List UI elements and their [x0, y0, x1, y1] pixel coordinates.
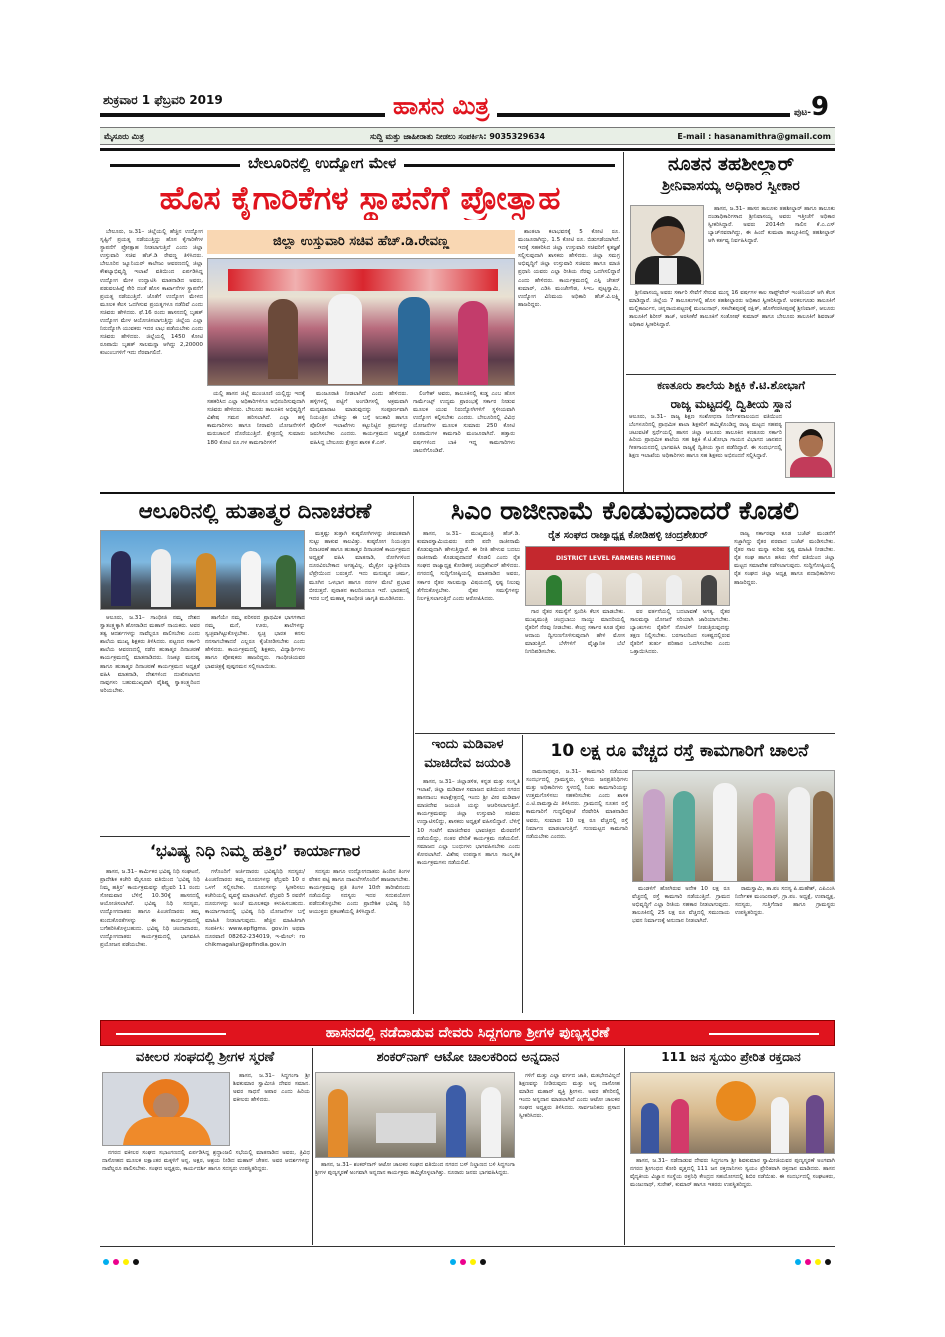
bottom3-body: ಹಾಸನ, ಜ.31– ನಡೆದಾಡುವ ದೇವರು ಸಿದ್ಧಗಂಗಾ ಶ್ರೀ ಶಿವಕುಮಾರ ಸ್ವಾಮೀಜಿಯವರ ಪುಣ್ಯಸ್ಮರಣೆ ಅಂಗವಾಗಿ ನಗರದ ಶ್ರೀಗಂಧದ ಕೋಠಿ ವೃತ್ತದಲ್ಲಿ 111 ಜನ ರಕ್ತದಾನಿಗಳು ಸ್ವಯಂ ಪ್ರೇರಿತರಾಗಿ ರಕ್ತದಾನ ಮಾಡಿದರು. ಹಾಸನ ವೈದ್ಯಕೀಯ ವಿಜ್ಞಾನ ಸಂಸ್ಥೆಯ ರಕ್ತನಿಧಿ ಕೇಂದ್ರದ ಸಹಯೋಗದಲ್ಲಿ ಶಿಬಿರ ನಡೆಯಿತು. ಈ ಸಂದರ್ಭದಲ್ಲಿ ಸಂಘಟಕರು, ಮಂಜುನಾಥ್, ಸುರೇಶ್, ಕುಮಾರ್ ಹಾಗೂ ಇತರರು ಉಪಸ್ಥಿತರಿದ್ದರು. — [630, 1158, 835, 1189]
madivala-body: ಹಾಸನ, ಜ.31– ಜಿಲ್ಲಾಡಳಿತ, ಕನ್ನಡ ಮತ್ತು ಸಂಸ್ಕೃತಿ ಇಲಾಖೆ, ಜಿಲ್ಲಾ ಮಡಿವಾಳ ಸಮಾಜದ ವತಿಯಿಂದ ನಗರದ ಹಾಸನಾಂಬ ಕಲಾಕ್ಷೇತ್ರದಲ್ಲಿ ಇಂದು ಶ್ರೀ ವೀರ ಮಡಿವಾಳ ಮಾಚಿದೇವ ಜಯಂತಿ ಯನ್ನು ಆಚರಿಸಲಾಗುತ್ತಿದೆ. ಕಾರ್ಯಕ್ರಮವನ್ನು ಜಿಲ್ಲಾ ಉಸ್ತುವಾರಿ ಸಚಿವರು ಉದ್ಘಾಟಿಸಲಿದ್ದು, ಶಾಸಕರು ಅಧ್ಯಕ್ಷತೆ ವಹಿಸಲಿದ್ದಾರೆ. ಬೆಳಿಗ್ಗೆ 10 ಗಂಟೆಗೆ ಮಾಚಿದೇವರ ಭಾವಚಿತ್ರದ ಮೆರವಣಿಗೆ ನಡೆಯಲಿದ್ದು, ನಂತರ ವೇದಿಕೆ ಕಾರ್ಯಕ್ರಮ ನಡೆಯಲಿದೆ. ಸಮಾಜದ ಎಲ್ಲಾ ಬಂಧುಗಳು ಭಾಗವಹಿಸಬೇಕು ಎಂದು ಕೋರಲಾಗಿದೆ. ವಿಶೇಷ ಉಪನ್ಯಾಸ ಹಾಗೂ ಸಾಂಸ್ಕೃತಿಕ ಕಾರ್ಯಕ್ರಮಗಳು ನಡೆಯಲಿವೆ. — [417, 779, 520, 866]
annadana-photo — [315, 1072, 515, 1158]
lead-col-2: ಯಲ್ಲಿ ಹಾಸನ ಜಿಲ್ಲೆ ಮುಂಚೂಣಿ ಯಲ್ಲಿದ್ದು ಇದಕ್ಕೆ ಸಹಕರಿಸಿದ ಎಲ್ಲಾ ಅಧಿಕಾರಿಗಳಿಗೂ ಅಭಿನಂದಿಸುವುದಾಗಿ ಸಚಿವರು ಹೇಳಿದರು. ಬೇಲೂರು ತಾಲೂಕಿನ ಅಭಿವೃದ್ಧಿಗೆ ವಿಶೇಷ ಗಮನ ಹರಿಸಲಾಗಿದೆ. ಎಲ್ಲಾ ಹಳ್ಳಿ ಕಾಮಗಾರಿಗಳು ಹಾಗೂ ನೀರಾವರಿ ಯೋಜನೆಗಳಿಗೆ ಮರುಚಾಲನೆ ದೊರೆಯುತ್ತಿದೆ. ಕ್ಷೇತ್ರದಲ್ಲಿ ಸುಮಾರು 180 ಕೋಟಿ ರೂ.ಗಳ ಕಾಮಗಾರಿಗಳಿಗೆ — [207, 391, 305, 446]
road-col-3: ರಾಮಸ್ವಾಮಿ, ತಾ.ಪಂ ಸದಸ್ಯ ಪಿ.ಮಹೇಶ್, ಎಪಿಎಂಸಿ ನಿರ್ದೇಶಕ ಮಂಜುನಾಥ್, ಗ್ರಾ.ಪಂ. ಅಧ್ಯಕ್ಷೆ, ಉಪಾಧ್ಯಕ್ಷ, ಸದಸ್ಯರು, ಗುತ್ತಿಗೆದಾರ ಹಾಗೂ ಗ್ರಾಮಸ್ಥರು ಉಪಸ್ಥಿತರಿದ್ದರು. — [735, 886, 835, 917]
divider — [413, 496, 414, 1014]
sidebar2-subheadline: ರಾಜ್ಯ ಮಟ್ಟದಲ್ಲಿ ದ್ವಿತೀಯ ಸ್ಥಾನ — [670, 397, 792, 411]
sister-paper: ಮೈಸೂರು ಮಿತ್ರ — [104, 132, 144, 141]
lead-col-5: ಶಾಂತಲಾ ಕಲಾಭವನಕ್ಕೆ 5 ಕೋಟಿ ರೂ. ಮಂಜೂರಾಗಿದ್ದು, 1.5 ಕೋಟಿ ರೂ. ಬಿಡುಗಡೆಯಾಗಿದೆ. ಇದಕ್ಕೆ ಸಹಕರಿಸಿದ ಜಿಲ್ಲಾ ಉಸ್ತುವಾರಿ ಸಚಿವರಿಗೆ ಕೃತಜ್ಞತೆ ಸಲ್ಲಿಸುವುದಾಗಿ ಶಾಸಕರು ಹೇಳಿದರು. ಜಿಲ್ಲಾ ಸಮಗ್ರ ಅಭಿವೃದ್ಧಿಗೆ ಜಿಲ್ಲಾ ಉಸ್ತುವಾರಿ ಸಚಿವರು ಹಾಗೂ ಮಾಜಿ ಪ್ರಧಾನಿ ಯವರು ಎಲ್ಲಾ ರೀತಿಯ ನೆರವು ಒದಗಿಸಲಿದ್ದಾರೆ ಎಂದು ಹೇಳಿದರು. ಕಾರ್ಯಕ್ರಮದಲ್ಲಿ ಎಸ್ಪಿ ಚೇತನ್ ಕುಮಾರ್, ಎಡಿಸಿ ಮಂಜೇಗೌಡ, ಸಿಇಒ ಪುಟ್ಟಸ್ವಾಮಿ, ಉದ್ಯೋಗ ವಿನಿಮಯ ಅಧಿಕಾರಿ ಹೆಚ್.ವಿ.ಲಕ್ಷ್ಮಿ ಹಾಜರಿದ್ದರು. — [518, 229, 620, 308]
email: E-mail : hasanamithra@gmail.com — [677, 132, 831, 141]
pf-headline: ‘ಭವಿಷ್ಯ ನಿಧಿ ನಿಮ್ಮ ಹತ್ತಿರ’ ಕಾರ್ಯಾಗಾರ — [149, 841, 361, 860]
aluru-col-3: ಮತ್ತಷ್ಟು ತುತ್ತಾಗಿ ಕುಷ್ಠರೋಗಿಗಳನ್ನು ಜೀವಂತವಾಗಿ ಸುಟ್ಟು ಹಾಕುವ ಕಾಲವಿತ್ತು. ಕುಷ್ಠರೋಗ ನಿಯಂತ್ರಣ ದಿನಾಚರಣೆ ಹಾಗೂ ಹುತಾತ್ಮರ ದಿನಾಚರಣೆ ಕಾರ್ಯಕ್ರಮದ ಅಧ್ಯಕ್ಷತೆ ವಹಿಸಿ ಮಾತನಾಡಿ, ರೋಗಿಗಳಿಂದ ದೂರವಿರಬೇಕಾದ ಅಗತ್ಯವಿಲ್ಲ. ಮೈಕ್ರೋ ಬ್ಯಾಕ್ಟೀರಿಯಾ ಲೆಪ್ರೇಯಿಂದ ಬರುತ್ತದೆ. ಇದು ಮನುಷ್ಯನ ಚರ್ಮ, ಮೂಗಿನ ಒಳಭಾಗ ಹಾಗೂ ನರಗಳ ಮೇಲೆ ಪ್ರಭಾವ ಬೀರುತ್ತದೆ. ಪುರಾತನ ಕಾಲದಿಂದಲೂ ಇದೆ. ಭಾರತದಲ್ಲಿ ಇದರ ಬಗ್ಗೆ ಮಹಾತ್ಮ ಗಾಂಧೀಜಿ ಜಾಗೃತಿ ಮೂಡಿಸಿದರು. — [309, 531, 410, 602]
bottom1-side: ಹಾಸನ, ಜ.31– ಸಿದ್ಧಗಂಗಾ ಶ್ರೀ ಶಿವಕುಮಾರ ಸ್ವಾಮೀಜಿ ದೇವರ ಸಮಾನ. ಅವರ ಸಾಧನೆ ಅಪಾರ ಎಂದು ಹಿರಿಯ ವಕೀಲರು ಹೇಳಿದರು. — [233, 1073, 310, 1104]
masthead-subbar — [100, 127, 835, 145]
cm-headline: ಸಿಎಂ ರಾಜೀನಾಮೆ ಕೊಡುವುದಾದರೆ ಕೊಡಲಿ — [451, 496, 799, 525]
madivala-subheadline: ಮಾಚಿದೇವ ಜಯಂತಿ — [424, 756, 511, 771]
road-headline: 10 ಲಕ್ಷ ರೂ ವೆಚ್ಚದ ರಸ್ತೆ ಕಾಮಗಾರಿಗೆ ಚಾಲನೆ — [550, 741, 809, 761]
registration-marks-center — [450, 1250, 490, 1269]
contact-line: ಸುದ್ದಿ ಮತ್ತು ಜಾಹೀರಾತು ನೀಡಲು ಸಂಪರ್ಕಿಸಿ: 9035329634 — [370, 132, 546, 141]
sidebar1-headline: ನೂತನ ತಹಶೀಲ್ದಾರ್ — [667, 153, 794, 175]
teacher-photo — [785, 422, 835, 478]
divider — [415, 733, 835, 734]
lead-col-3: ಮಂಜೂರಾತಿ ನೀಡಲಾಗಿದೆ ಎಂದು ಹೇಳಿದರು. ಹಳ್ಳಿಗಳಲ್ಲಿ ಪಟ್ಟಿಗೆ ಅಂಗಡಿಗಳಲ್ಲಿ ಅಕ್ರಮವಾಗಿ ಮದ್ಯಮಾರಾಟ ಮಾಡುವುದನ್ನು ಸಂಪೂರ್ಣವಾಗಿ ನಿಯಂತ್ರಿಸ ಬೇಕಿದ್ದು ಈ ಬಗ್ಗೆ ಅಬಕಾರಿ ಹಾಗೂ ಪೊಲೀಸ್ ಇಲಾಖೆಗಳು ಕಟ್ಟುನಿಟ್ಟಿನ ಕ್ರಮಗಳನ್ನು ಜರುಗಿಸಬೇಕು ಎಂದರು. ಕಾರ್ಯಕ್ರಮದ ಅಧ್ಯಕ್ಷತೆ ವಹಿಸಿದ್ದ ಬೇಲೂರು ಕ್ಷೇತ್ರದ ಶಾಸಕ ಕೆ.ಎಸ್. — [310, 391, 408, 446]
divider — [626, 374, 836, 375]
madivala-headline: ಇಂದು ಮಡಿವಾಳ — [431, 737, 504, 752]
registration-marks-right — [795, 1250, 835, 1269]
lead-kicker: ಬೇಲೂರಿನಲ್ಲಿ ಉದ್ಯೋಗ ಮೇಳ — [240, 154, 404, 172]
tahsildar-photo — [630, 205, 704, 285]
lead-photo — [207, 258, 515, 386]
bottom1-body: ನಗರದ ವಕೀಲರ ಸಂಘದ ಸಭಾಂಗಣದಲ್ಲಿ ಏರ್ಪಡಿಸಿದ್ದ ಶ್ರದ್ಧಾಂಜಲಿ ಸಭೆಯಲ್ಲಿ ಮಾತನಾಡಿದ ಅವರು, ತ್ರಿವಿಧ ದಾಸೋಹದ ಮೂಲಕ ಲಕ್ಷಾಂತರ ಮಕ್ಕಳಿಗೆ ಅನ್ನ, ಅಕ್ಷರ, ಆಶ್ರಯ ನೀಡಿದ ಮಹಾನ್ ಚೇತನ. ಅವರ ಆದರ್ಶಗಳನ್ನು ನಾವೆಲ್ಲರೂ ಪಾಲಿಸಬೇಕು. ಸಂಘದ ಅಧ್ಯಕ್ಷರು, ಕಾರ್ಯದರ್ಶಿ ಹಾಗೂ ಸದಸ್ಯರು ಉಪಸ್ಥಿತರಿದ್ದರು. — [102, 1150, 310, 1173]
swamiji-photo — [102, 1072, 230, 1146]
registration-marks-left — [103, 1250, 143, 1269]
sidebar2-article — [629, 414, 835, 491]
pf-col-1: ಹಾಸನ, ಜ.31– ಕಾರ್ಮಿಕರ ಭವಿಷ್ಯ ನಿಧಿ ಸಂಘಟನೆ, ಪ್ರಾದೇಶಿಕ ಕಚೇರಿ ಮೈಸೂರು ವತಿಯಿಂದ ‘ಭವಿಷ್ಯ ನಿಧಿ ನಿಮ್ಮ ಹತ್ತಿರ’ ಕಾರ್ಯಕ್ರಮವನ್ನು ಫೆಬ್ರವರಿ 11 ರಂದು ಸೋಮವಾರ ಬೆಳಿಗ್ಗೆ 10.30ಕ್ಕೆ ಹಾಸನದಲ್ಲಿ ಆಯೋಜಿಸಲಾಗಿದೆ. ಭವಿಷ್ಯ ನಿಧಿ ಸದಸ್ಯರು, ಉದ್ಯೋಗದಾತರು ಹಾಗೂ ಪಿಂಚಣಿದಾರರು ತಮ್ಮ ಕುಂದುಕೊರತೆಗಳನ್ನು ಈ ಕಾರ್ಯಕ್ರಮದಲ್ಲಿ ಬಗೆಹರಿಸಿಕೊಳ್ಳಬಹುದು. ಭವಿಷ್ಯ ನಿಧಿ ಚಂದಾದಾರರು, ಉದ್ಯೋಗದಾತರು ಕಾರ್ಯಕ್ರಮದಲ್ಲಿ ಭಾಗವಹಿಸಿ ಪ್ರಯೋಜನ ಪಡೆಯಬೇಕು. — [100, 869, 200, 948]
pf-col-2: ಗಳೊಂದಿಗೆ ಅರ್ಜಿದಾರರು ಭವಿಷ್ಯನಿಧಿ ಸದಸ್ಯರು/ ಪಿಂಚಣಿದಾರರು ತಮ್ಮ ದೂರುಗಳನ್ನು ಫೆಬ್ರವರಿ 10 ರ ಒಳಗೆ ಸಲ್ಲಿಸಬೇಕು. ದೂರುಗಳನ್ನು ಸ್ವೀಕರಿಸಲು ಕಚೇರಿಯಲ್ಲಿ ವ್ಯವಸ್ಥೆ ಮಾಡಲಾಗಿದೆ. ಫೆಬ್ರವರಿ 5 ರವರೆಗೆ ದೂರುಗಳನ್ನು ಅಂಚೆ ಮೂಲಕವೂ ಕಳುಹಿಸಬಹುದು. ಕಾರ್ಯಾಗಾರದಲ್ಲಿ ಭವಿಷ್ಯ ನಿಧಿ ಯೋಜನೆಗಳ ಬಗ್ಗೆ ಮಾಹಿತಿ ನೀಡಲಾಗುವುದು. ಹೆಚ್ಚಿನ ಮಾಹಿತಿಗಾಗಿ ಸಂಪರ್ಕಿಸಿ: www.epfigms. gov.in ಅಥವಾ ದೂರವಾಣಿ 08262-234019, ಇ-ಮೇಲ್: ro chikmagalur@epfindia.gov.in — [205, 869, 305, 948]
bottom2-side: ಗಳಿಗೆ ಮತ್ತು ಎಲ್ಲಾ ವರ್ಗದ ಜಾತಿ, ಮತಭೇದವಿಲ್ಲದೆ ಶಿಕ್ಷಣವನ್ನು ನೀಡಿರುವುದು ಮತ್ತು ಅನ್ನ ದಾಸೋಹ ಮಾಡಿದ ಮಹಾನ್ ವ್ಯಕ್ತಿ ಶ್ರೀಗಳು. ಅವರ ಹೆಸರಿನಲ್ಲಿ ಇಂದು ಅನ್ನದಾನ ಮಾಡಲಾಗಿದೆ ಎಂದು ಆಟೋ ಚಾಲಕರ ಸಂಘದ ಅಧ್ಯಕ್ಷರು ತಿಳಿಸಿದರು. ಸಾರ್ವಜನಿಕರು ಪ್ರಸಾದ ಸ್ವೀಕರಿಸಿದರು. — [519, 1073, 620, 1120]
aluru-col-1: ಆಲೂರು, ಜ.31– ಗಾಂಧೀಜಿ ನಮ್ಮ ದೇಶದ ಸ್ವಾತಂತ್ರ್ಯಕ್ಕಾಗಿ ಹೋರಾಡಿದ ಮಹಾನ್ ನಾಯಕರು. ಅವರ ತತ್ವ ಆದರ್ಶಗಳನ್ನು ನಾವೆಲ್ಲರೂ ಪಾಲಿಸಬೇಕು ಎಂದು ಶಾಲೆಯ ಮುಖ್ಯ ಶಿಕ್ಷಕರು ತಿಳಿಸಿದರು. ಪಟ್ಟಣದ ಸರ್ಕಾರಿ ಶಾಲೆಯ ಆವರಣದಲ್ಲಿ ನಡೆದ ಹುತಾತ್ಮರ ದಿನಾಚರಣೆ ಕಾರ್ಯಕ್ರಮದಲ್ಲಿ ಮಾತನಾಡಿದರು. ನಿಜಕ್ಕೂ ಮನುಷ್ಯ ಹಾಗೂ ಹುತಾತ್ಮರ ದಿನಾಚರಣೆ ಕಾರ್ಯಕ್ರಮದ ಅಧ್ಯಕ್ಷತೆ ವಹಿಸಿ ಮಾತನಾಡಿ, ದೇಶಗಳಿಂದ ದುಃಖಿಸಲಾಗದ ನಾವುಗಳು ಬಹುಮುಖ್ಯವಾಗಿ ವೈಶಿಷ್ಟ್ಯ ಸ್ವಾತಂತ್ರ್ಯದಿಂದ ಅರಿಯಬೇಕು. — [100, 615, 200, 694]
sidebar1-body-bottom: ಶ್ರೀನಿವಾಸಯ್ಯ ಅವರು ಸರ್ಕಾರಿ ಸೇವೆಗೆ ಸೇರುವ ಮುನ್ನ 16 ವರ್ಷಗಳ ಕಾಲ ಸಾಫ್ಟ್‌ವೇರ್ ಇಂಜಿನಿಯರ್ ಆಗಿ ಕೆಲಸ ಮಾಡಿದ್ದಾರೆ. ಜಿಲ್ಲೆಯ 7 ತಾಲೂಕುಗಳಲ್ಲಿ ಹೊಸ ತಹಶೀಲ್ದಾರರು ಅಧಿಕಾರ ಸ್ವೀಕರಿಸಿದ್ದಾರೆ. ಅರಕಲಗೂಡು ತಾಲೂಕಿಗೆ ಮಲ್ಲಿಕಾರ್ಜುನ, ಚನ್ನರಾಯಪಟ್ಟಣಕ್ಕೆ ಮಂಜುನಾಥ್, ಸಕಲೇಶಪುರಕ್ಕೆ ರಕ್ಷಿತ್, ಹೊಳೆನರಸೀಪುರಕ್ಕೆ ಶ್ರೀನಿವಾಸ್, ಆಲೂರು ತಾಲೂಕಿಗೆ ಶಿರೀನ್ ತಾಜ್, ಅರಸೀಕೆರೆ ತಾಲೂಕಿಗೆ ಸಂತೋಷ್ ಕುಮಾರ್ ಹಾಗೂ ಬೇಲೂರು ತಾಲೂಕಿಗೆ ಶಿವರಾಜ್ ಅಧಿಕಾರ ಸ್ವೀಕರಿಸಿದ್ದಾರೆ. — [629, 290, 835, 329]
sidebar1-subheadline: ಶ್ರೀನಿವಾಸಯ್ಯ ಅಧಿಕಾರ ಸ್ವೀಕಾರ — [662, 178, 800, 194]
pf-col-3: ಸದಸ್ಯರು ಹಾಗೂ ಉದ್ಯೋಗದಾತರು ಹಿಂದಿನ ತಿಂಗಳ ವೇತನ ಪಟ್ಟಿ ಹಾಗೂ ದಾಖಲೆಗಳೊಂದಿಗೆ ಹಾಜರಾಗಬೇಕು. ಕಾರ್ಯಕ್ರಮವು ಪ್ರತಿ ತಿಂಗಳ 10ನೇ ತಾರೀಖಿನಂದು ನಡೆಯಲಿದ್ದು ಸದಸ್ಯರು ಇದರ ಸದುಪಯೋಗ ಪಡೆದುಕೊಳ್ಳಬೇಕು ಎಂದು ಪ್ರಾದೇಶಿಕ ಭವಿಷ್ಯ ನಿಧಿ ಆಯುಕ್ತರು ಪ್ರಕಟಣೆಯಲ್ಲಿ ತಿಳಿಸಿದ್ದಾರೆ. — [309, 869, 410, 916]
cm-photo-banner: DISTRICT LEVEL FARMERS MEETING — [556, 555, 676, 562]
cm-subhead: ರೈತ ಸಂಘದ ರಾಜ್ಯಾಧ್ಯಕ್ಷ ಕೋಡಿಹಳ್ಳಿ ಚಂದ್ರಶೇಖರ್ — [548, 530, 708, 541]
masthead-date: ಶುಕ್ರವಾರ 1 ಫೆಬ್ರವರಿ 2019 — [103, 93, 223, 107]
divider — [312, 1048, 313, 1245]
divider — [100, 836, 410, 837]
cm-photo — [525, 546, 730, 606]
cm-col-1: ಹಾಸನ, ಜ.31– ಮುಖ್ಯಮಂತ್ರಿ ಹೆಚ್.ಡಿ. ಕುಮಾರಸ್ವಾಮಿಯವರು ಪದೇ ಪದೇ ರಾಜೀನಾಮೆ ಕೊಡುವುದಾಗಿ ಹೇಳುತ್ತಿದ್ದಾರೆ. ಈ ರೀತಿ ಹೇಳುವ ಬದಲು ರಾಜೀನಾಮೆ ಕೊಡುವುದಾದರೆ ಕೊಡಲಿ ಎಂದು ರೈತ ಸಂಘದ ರಾಜ್ಯಾಧ್ಯಕ್ಷ ಕೋಡಿಹಳ್ಳಿ ಚಂದ್ರಶೇಖರ್ ಹೇಳಿದರು. ನಗರದಲ್ಲಿ ಸುದ್ದಿಗೋಷ್ಠಿಯಲ್ಲಿ ಮಾತನಾಡಿದ ಅವರು, ಸರ್ಕಾರ ರೈತರ ಸಾಲಮನ್ನಾ ವಿಷಯದಲ್ಲಿ ಸ್ಪಷ್ಟ ನಿಲುವು ತೆಗೆದುಕೊಳ್ಳಬೇಕು. ರೈತರ ಸಮಸ್ಯೆಗಳನ್ನು ನಿರ್ಲಕ್ಷಿಸಲಾಗುತ್ತಿದೆ ಎಂದು ಆರೋಪಿಸಿದರು. — [417, 531, 520, 602]
lead-col-1: ಬೇಲೂರು, ಜ.31– ಜಿಲ್ಲೆಯಲ್ಲಿ ಹೆಚ್ಚಿನ ಉದ್ಯೋಗ ಸೃಷ್ಟಿಗೆ ಪ್ರಯತ್ನ ನಡೆಯುತ್ತಿದ್ದು ಹೊಸ ಕೈಗಾರಿಕೆಗಳ ಸ್ಥಾಪನೆಗೆ ಪ್ರೋತ್ಸಾಹ ನೀಡಲಾಗುತ್ತಿದೆ ಎಂದು ಜಿಲ್ಲಾ ಉಸ್ತುವಾರಿ ಸಚಿವ ಹೆಚ್.ಡಿ ರೇವಣ್ಣ ತಿಳಿಸಿದರು. ಬೇಲೂರಿನ ಜ್ಯೂನಿಯರ್ ಕಾಲೇಜು ಆವರಣದಲ್ಲಿ ಜಿಲ್ಲಾ ಕೌಶಲ್ಯಾಭಿವೃದ್ಧಿ ಇಲಾಖೆ ವತಿಯಿಂದ ಏರ್ಪಡಿಸಿದ್ದ ಉದ್ಯೋಗ ಮೇಳ ಉದ್ಘಾಟಿಸಿ ಮಾತನಾಡಿದ ಅವರು, ಪಡುವಲಹಿಪ್ಪೆ ಸೇರಿ ದಂತೆ ಹೊಸ ಕಾರ್ಖಾನೆಗಳ ಸ್ಥಾಪನೆಗೆ ಪ್ರಯತ್ನ ನಡೆಯುತ್ತಿದೆ. ಜೊತೆಗೆ ಉದ್ಯೋಗ ಮೇಳದ ಮೂಲಕ ಕೆಲಸ ಒದಗಿಸುವ ಪ್ರಯತ್ನಗಳೂ ನಡೆದಿವೆ ಎಂದು ಸಚಿವರು ಹೇಳಿದರು. ಫೆ.16 ರಂದು ಹಾಸನದಲ್ಲಿ ಬೃಹತ್ ಉದ್ಯೋಗ ಮೇಳ ಆಯೋಜಿಸಲಾಗುತ್ತಿದ್ದು ಜಿಲ್ಲೆಯ ಎಲ್ಲಾ ನಿರುದ್ಯೋಗಿ ಯುವಕರು ಇದರ ಲಾಭ ಪಡೆಯಬೇಕು ಎಂದು ಸಚಿವರು ಹೇಳಿದರು. ಜಿಲ್ಲೆಯಲ್ಲಿ 1450 ಕೋಟಿ ರೂಪಾಯಿ ಬೃಹತ್ ಸಾಲಮನ್ನಾ ಆಗಿದ್ದು 2,20000 ಕುಟುಂಬಗಳಿಗೆ ಇದು ನೆರವಾಗಲಿದೆ. — [100, 229, 203, 357]
road-photo — [632, 770, 835, 882]
cm-col-2: ಗಾರ ರೈತರ ಸಮಸ್ಯೆಗೆ ಸ್ಪಂದಿಸಿ ಕೆಲಸ ಮಾಡಬೇಕು. ಮುಖ್ಯಮಂತ್ರಿ ಚಂದ್ರಬಾಬು ನಾಯ್ಡು ಮಾದರಿಯಲ್ಲಿ ರೈತರಿಗೆ ನೆರವು ನೀಡಬೇಕು. ಕೇಂದ್ರ ಸರ್ಕಾರ ಕೂಡ ರೈತರ ಆದಾಯ ದ್ವಿಗುಣಗೊಳಿಸುವುದಾಗಿ ಹೇಳಿ ಮೋಸ ಮಾಡುತ್ತಿದೆ. ಬೆಳೆಗಳಿಗೆ ವೈಜ್ಞಾನಿಕ ಬೆಲೆ ನಿಗದಿಪಡಿಸಬೇಕು. — [525, 609, 625, 656]
masthead-rule-bottom — [100, 148, 835, 151]
aluru-photo — [100, 530, 305, 610]
divider — [623, 152, 624, 492]
masthead-title: ಹಾಸನ ಮಿತ್ರ — [385, 92, 497, 120]
cm-col-4: ರಾಜ್ಯ ಸರ್ಕಾರವೂ ಕೂಡ ಬಜೆಟ್ ಮಂಡನೆಗೆ ಸಜ್ಜಾಗಿದ್ದು ರೈತರ ಪರವಾದ ಬಜೆಟ್ ಮಂಡಿಸಬೇಕು. ರೈತರ ಸಾಲ ಮನ್ನಾ ಕುರಿತು ಸ್ಪಷ್ಟ ಮಾಹಿತಿ ನೀಡಬೇಕು. ರೈತ ಸಂಘ ಹಾಗೂ ಹಸಿರು ಸೇನೆ ವತಿಯಿಂದ ಜಿಲ್ಲಾ ಮಟ್ಟದ ಸಮಾವೇಶ ನಡೆಸಲಾಗುವುದು. ಸುದ್ದಿಗೋಷ್ಠಿಯಲ್ಲಿ ರೈತ ಸಂಘದ ಜಿಲ್ಲಾ ಅಧ್ಯಕ್ಷ ಹಾಗೂ ಪದಾಧಿಕಾರಿಗಳು ಹಾಜರಿದ್ದರು. — [734, 531, 835, 586]
bottom3-headline: 111 ಜನ ಸ್ವಯಂ ಪ್ರೇರಿತ ರಕ್ತದಾನ — [661, 1050, 801, 1064]
sidebar2-headline: ಕಣತೂರು ಶಾಲೆಯ ಶಿಕ್ಷಕಿ ಕೆ.ಟಿ.ಶೋಭಾಗೆ — [657, 379, 805, 392]
lead-col-4: ಲಿಂಗೇಶ್ ಅವರು, ತಾಲೂಕಿನಲ್ಲಿ ಕುಡ್ಡ ಎಂಬ ಹೊಸ ಗಾರ್ಮೆಂಟ್ಸ್ ಉದ್ಯಮ ಪ್ರಾರಂಭಕ್ಕೆ ಸರ್ಕಾರ ನೀಡುವ ಮೂಲಕ ಯುವ ನಿರುದ್ಯೋಗಿಗಳಿಗೆ ಸ್ಥಳೀಯವಾಗಿ ಉದ್ಯೋಗ ಕಲ್ಪಿಸಬೇಕು ಎಂದರು. ಬೇಲೂರಿನಲ್ಲಿ ವಿವಿಧ ಯೋಜನೆಗಳ ಮೂಲಕ ಸುಮಾರು 250 ಕೋಟಿ ರೂಪಾಯಿಗಳ ಕಾಮಗಾರಿ ಮಂಜೂರಾಗಿದೆ. ಹತ್ತಾರು ವರ್ಷಗಳಿಂದ ಬಾಕಿ ಇದ್ದ ಕಾಮಗಾರಿಗಳು ಚಾಲನೆಗೊಂಡಿವೆ. — [413, 391, 515, 454]
bottom-rule — [100, 1246, 835, 1247]
page-label: ಪುಟ- — [794, 108, 811, 118]
tribute-banner-text: ಹಾಸನದಲ್ಲಿ ನಡೆದಾಡುವ ದೇವರು ಸಿದ್ಧಗಂಗಾ ಶ್ರೀಗಳ ಪುಣ್ಯಸ್ಮರಣೆ — [325, 1025, 610, 1041]
lead-headline: ಹೊಸ ಕೈಗಾರಿಕೆಗಳ ಸ್ಥಾಪನೆಗೆ ಪ್ರೋತ್ಸಾಹ — [159, 179, 561, 217]
bottom2-headline: ಶಂಕರ್‌ನಾಗ್ ಆಟೋ ಚಾಲಕರಿಂದ ಅನ್ನದಾನ — [376, 1050, 560, 1065]
sidebar2-body: ಆಲೂರು, ಜ.31– ರಾಜ್ಯ ಶಿಕ್ಷಣ ಸಂಶೋಧನಾ ನಿರ್ದೇಶನಾಲಯದ ವತಿಯಿಂದ ಬೆಂಗಳೂರಿನಲ್ಲಿ ಪ್ರಾಥಮಿಕ ಶಾಲಾ ಶಿಕ್ಷಕರಿಗೆ ಹಮ್ಮಿಕೊಂಡಿದ್ದ ರಾಜ್ಯ ಮಟ್ಟದ ಸಹಪಠ್ಯ ಚಟುವಟಿಕೆ ಸ್ಪರ್ಧೆಯಲ್ಲಿ ಹಾಸನ ಜಿಲ್ಲಾ ಆಲೂರು ತಾಲೂಕಿನ ಕಣತೂರು ಸರ್ಕಾರಿ ಹಿರಿಯ ಪ್ರಾಥಮಿಕ ಶಾಲೆಯ ಸಹ ಶಿಕ್ಷಕಿ ಕೆ.ಟಿ.ಶೋಭಾ ಗಾಯನ ವಿಭಾಗದ ಜಾನಪದ ಗೀತಗಾಯನದಲ್ಲಿ ಭಾಗವಹಿಸಿ ರಾಜ್ಯಕ್ಕೆ ದ್ವಿತೀಯ ಸ್ಥಾನ ಪಡೆದಿದ್ದಾರೆ. ಈ ಸಂದರ್ಭದಲ್ಲಿ ಶಿಕ್ಷಣ ಇಲಾಖೆಯ ಅಧಿಕಾರಿಗಳು ಹಾಗೂ ಸಹ ಶಿಕ್ಷಕರು ಅಭಿನಂದನೆ ಸಲ್ಲಿಸಿದ್ದಾರೆ. — [629, 414, 782, 459]
lead-subhead: ಜಿಲ್ಲಾ ಉಸ್ತುವಾರಿ ಸಚಿವ ಹೆಚ್.ಡಿ.ರೇವಣ್ಣ — [272, 234, 450, 249]
bottom1-headline: ವಕೀಲರ ಸಂಘದಲ್ಲಿ ಶ್ರೀಗಳ ಸ್ಮರಣೆ — [135, 1050, 275, 1065]
section-rule — [100, 492, 835, 494]
page-number-value: 9 — [810, 92, 830, 122]
road-col-2: ಮಂಡಳಿಗೆ ಹೋಗಿರುವ ಅನೇಕ 10 ಲಕ್ಷ ರೂ ವೆಚ್ಚದಲ್ಲಿ ರಸ್ತೆ ಕಾಮಗಾರಿ ನಡೆಯುತ್ತಿದೆ. ಗ್ರಾಮದ ಅಭಿವೃದ್ಧಿಗೆ ಎಲ್ಲಾ ರೀತಿಯ ಸಹಕಾರ ನೀಡಲಾಗುವುದು. ತಾಲೂಕಿನಲ್ಲಿ 25 ಲಕ್ಷ ರೂ ವೆಚ್ಚದಲ್ಲಿ ಸಮುದಾಯ ಭವನ ನಿರ್ಮಾಣಕ್ಕೆ ಅನುದಾನ ನೀಡಲಾಗಿದೆ. — [632, 886, 730, 925]
blood-donation-photo — [630, 1072, 835, 1154]
bottom2-body: ಹಾಸನ, ಜ.31– ಶಂಕರ್‌ನಾಗ್ ಆಟೋ ಚಾಲಕರ ಸಂಘದ ವತಿಯಿಂದ ನಗರದ ಬಸ್ ನಿಲ್ದಾಣದ ಬಳಿ ಸಿದ್ಧಗಂಗಾ ಶ್ರೀಗಳ ಪುಣ್ಯಸ್ಮರಣೆ ಅಂಗವಾಗಿ ಅನ್ನದಾನ ಕಾರ್ಯಕ್ರಮ ಹಮ್ಮಿಕೊಳ್ಳಲಾಗಿತ್ತು. ನೂರಾರು ಜನರು ಭಾಗವಹಿಸಿದ್ದರು. — [315, 1162, 515, 1177]
page-number — [790, 92, 829, 122]
divider — [522, 735, 523, 1013]
aluru-col-2: ಹಾಗೆಯೇ ನಮ್ಮ ಪರಿಸರದ ಪ್ರಾಥಮಿಕ ಭಾಗಗಳಾದ ನಮ್ಮ ಮನೆ, ಊರು, ಶಾಲೆಗಳನ್ನು ಸ್ವಚ್ಛವಾಗಿಟ್ಟುಕೊಳ್ಳಬೇಕು. ಸ್ವಚ್ಛ ಭಾರತ ಕನಸು ನನಸಾಗಬೇಕಾದರೆ ಎಲ್ಲರೂ ಕೈಜೋಡಿಸಬೇಕು ಎಂದು ಹೇಳಿದರು. ಕಾರ್ಯಕ್ರಮದಲ್ಲಿ ಶಿಕ್ಷಕರು, ವಿದ್ಯಾರ್ಥಿಗಳು ಹಾಗೂ ಪೋಷಕರು ಹಾಜರಿದ್ದರು. ಗಾಂಧೀಜಿಯವರ ಭಾವಚಿತ್ರಕ್ಕೆ ಪುಷ್ಪನಮನ ಸಲ್ಲಿಸಲಾಯಿತು. — [205, 615, 305, 670]
tribute-banner — [100, 1020, 835, 1046]
aluru-headline: ಆಲೂರಿನಲ್ಲಿ ಹುತಾತ್ಮರ ದಿನಾಚರಣೆ — [138, 499, 372, 523]
divider — [624, 1048, 625, 1245]
sidebar1-body-top: ಹಾಸನ, ಜ.31– ಹಾಸನ ತಾಲೂಕು ತಹಶೀಲ್ದಾರ್ ಹಾಗೂ ತಾಲೂಕು ದಂಡಾಧಿಕಾರಿಗಳಾದ ಶ್ರೀನಿವಾಸಯ್ಯ ಅವರು ಇತ್ತೀಚೆಗೆ ಅಧಿಕಾರ ಸ್ವೀಕರಿಸಿದ್ದಾರೆ. ಅವರು 2014ನೇ ಸಾಲಿನ ಕೆ.ಎ.ಎಸ್ ಬ್ಯಾಚ್‌ನವರಾಗಿದ್ದು, ಈ ಹಿಂದೆ ಕುಮಟಾ ತಾಲ್ಲೂಕಿನಲ್ಲಿ ತಹಶೀಲ್ದಾರ್ ಆಗಿ ಕರ್ತವ್ಯ ನಿರ್ವಹಿಸಿದ್ದಾರೆ. — [708, 206, 835, 245]
cm-col-3: ವರ ವರ್ತನೆಯಲ್ಲಿ ಬದಲಾವಣೆ ಅಗತ್ಯ. ರೈತರ ಸಾಲಮನ್ನಾ ಯೋಜನೆ ಸರಿಯಾಗಿ ಜಾರಿಯಾಗಬೇಕು. ಬ್ಯಾಂಕುಗಳು ರೈತರಿಗೆ ನೋಟಿಸ್ ನೀಡುತ್ತಿರುವುದನ್ನು ತಕ್ಷಣ ನಿಲ್ಲಿಸಬೇಕು. ಬರಗಾಲದಿಂದ ಸಂಕಷ್ಟದಲ್ಲಿರುವ ರೈತರಿಗೆ ತುರ್ತು ಪರಿಹಾರ ಒದಗಿಸಬೇಕು ಎಂದು ಒತ್ತಾಯಿಸಿದರು. — [630, 609, 730, 656]
road-col-1: ರಾಮನಾಥಪುರ, ಜ.31– ಕಾಮಗಾರಿ ನಡೆಯುವ ಸಂದರ್ಭದಲ್ಲಿ ಗ್ರಾಮಸ್ಥರು, ಸ್ಥಳೀಯ ಜನಪ್ರತಿನಿಧಿಗಳು ಮತ್ತು ಅಧಿಕಾರಿಗಳು ಸ್ಥಳದಲ್ಲಿ ನಿಂತು ಕಾಮಗಾರಿಯನ್ನು ಉತ್ತಮಗೊಳಿಸಲು ಸಹಕರಿಸಬೇಕು ಎಂದು ಶಾಸಕ ಎ.ಟಿ.ರಾಮಸ್ವಾಮಿ ತಿಳಿಸಿದರು. ಗ್ರಾಮದಲ್ಲಿ ನೂತನ ರಸ್ತೆ ಕಾಮಗಾರಿಗೆ ಗುದ್ದಲಿಪೂಜೆ ನೆರವೇರಿಸಿ ಮಾತನಾಡಿದ ಅವರು, ಸುಮಾರು 10 ಲಕ್ಷ ರೂ ವೆಚ್ಚದಲ್ಲಿ ರಸ್ತೆ ನಿರ್ಮಾಣ ಮಾಡಲಾಗುತ್ತಿದೆ. ಗುಣಮಟ್ಟದ ಕಾಮಗಾರಿ ನಡೆಯಬೇಕು ಎಂದರು. — [526, 769, 628, 840]
